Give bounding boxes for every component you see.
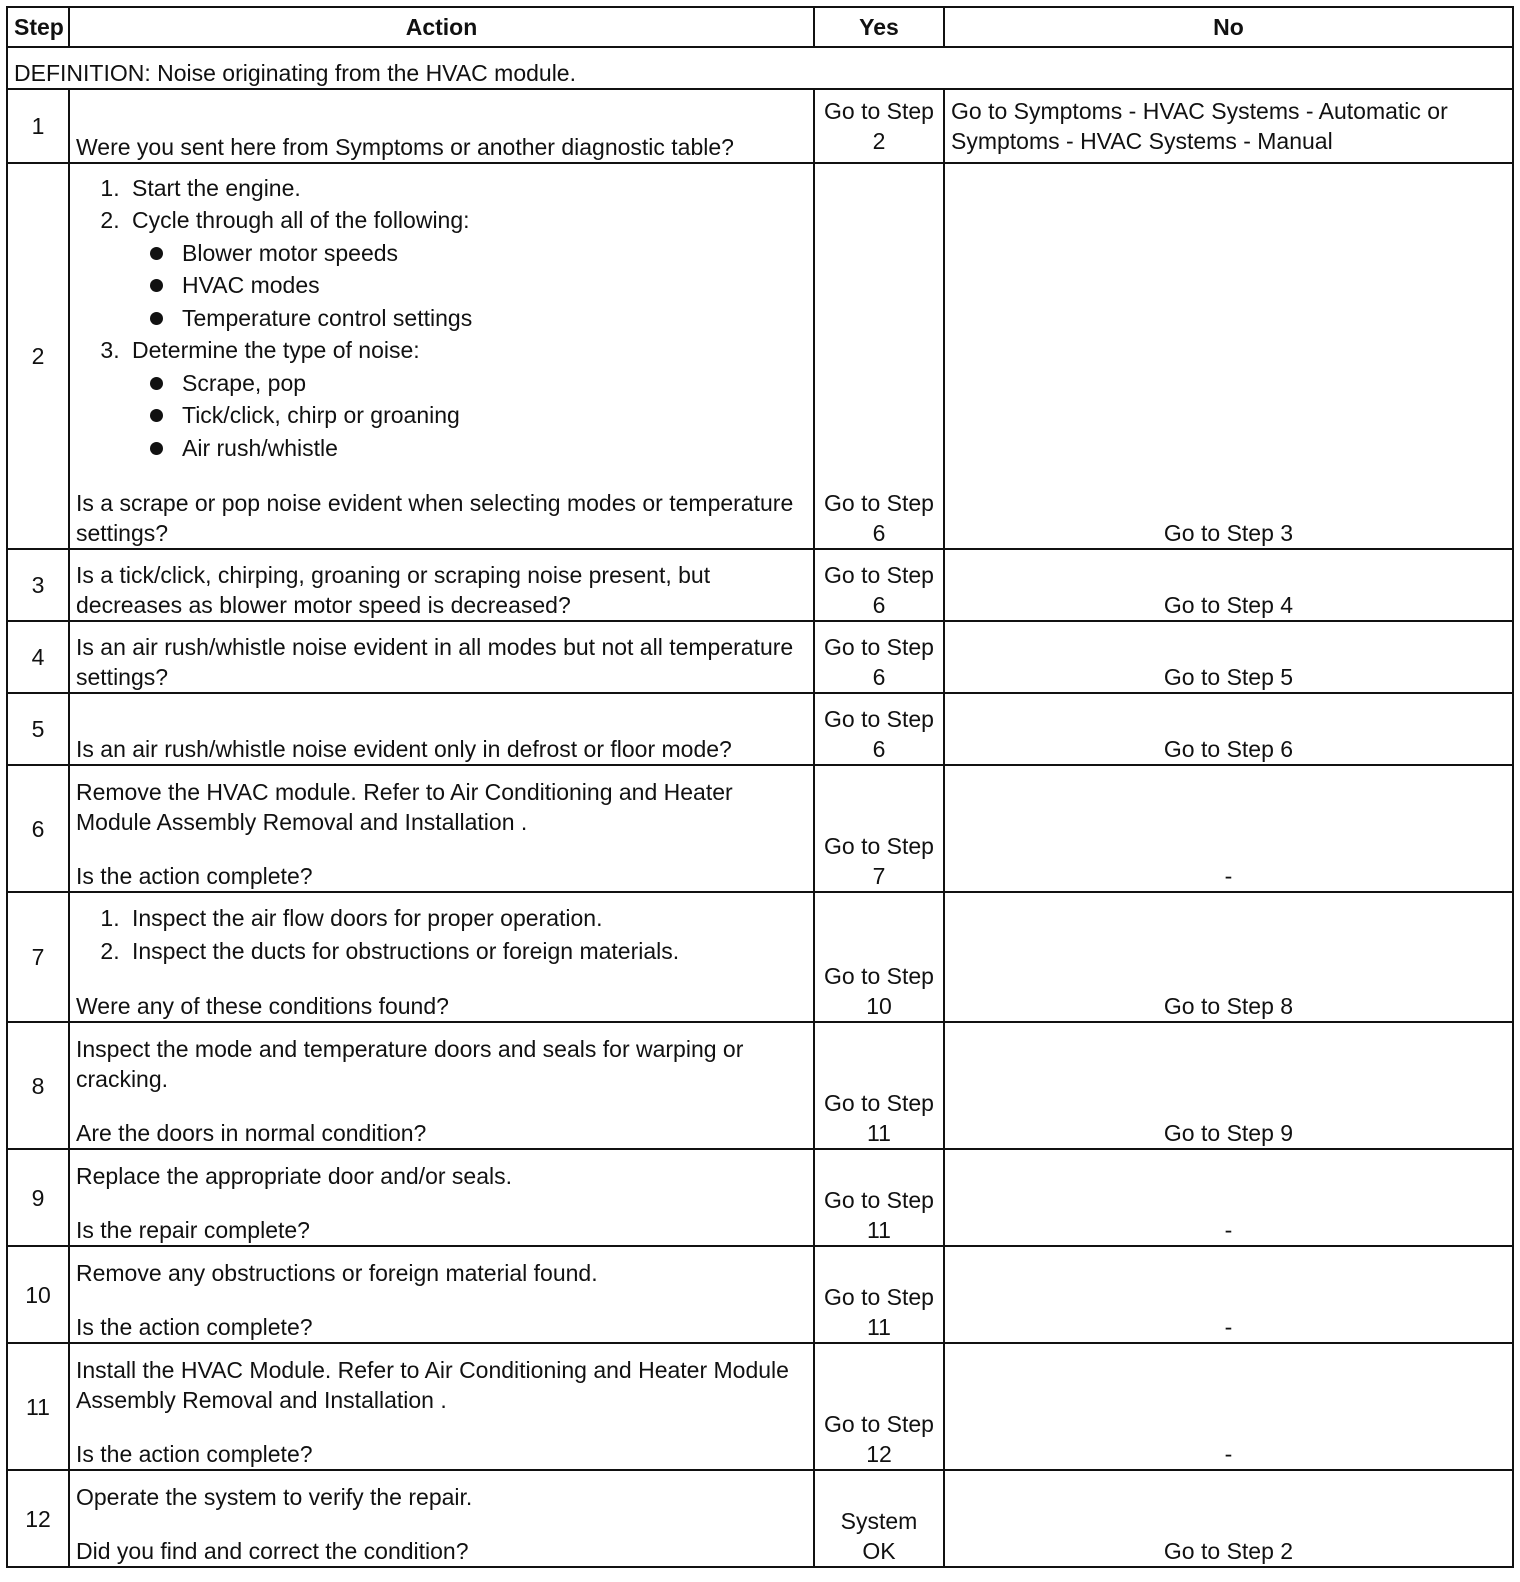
step-number: 1 [7, 89, 69, 163]
header-action: Action [69, 7, 814, 47]
yes-cell: Go to Step 11 [814, 1022, 944, 1149]
no-cell: Go to Step 6 [944, 693, 1513, 765]
table-row [7, 1149, 1513, 1246]
action-cell [69, 549, 814, 621]
table-row [7, 89, 1513, 163]
step-number: 9 [7, 1149, 69, 1246]
question-text: Are the doors in normal condition? [76, 1120, 427, 1146]
bullet-item: Tick/click, chirp or groaning [176, 399, 807, 432]
action-cell [69, 89, 814, 163]
yes-cell: Go to Step 6 [814, 621, 944, 693]
bullet-item: Temperature control settings [176, 302, 807, 335]
action-cell [69, 1246, 814, 1343]
question-text: Were any of these conditions found? [76, 993, 449, 1019]
yes-cell: Go to Step 6 [814, 163, 944, 549]
step-number: 11 [7, 1343, 69, 1470]
table-row [7, 1246, 1513, 1343]
question-text: Were you sent here from Symptoms or another diagnostic table? [76, 134, 734, 160]
step-number: 6 [7, 765, 69, 892]
procedure-item [126, 334, 807, 464]
procedure-item [126, 204, 807, 334]
action-cell [69, 1343, 814, 1470]
action-text: Remove the HVAC module. Refer to Air Conditioning and Heater Module Assembly Removal and Installation . [76, 779, 733, 835]
definition-row [7, 47, 1513, 89]
step-number: 2 [7, 163, 69, 549]
bullet-list [132, 237, 807, 335]
table-row [7, 549, 1513, 621]
no-cell: - [944, 765, 1513, 892]
step-number: 12 [7, 1470, 69, 1567]
procedure-item: 2. Inspect the ducts for obstructions or foreign materials. [126, 935, 807, 968]
action-text: Replace the appropriate door and/or seals. [76, 1163, 513, 1189]
yes-cell: Go to Step 11 [814, 1246, 944, 1343]
procedure-list [76, 172, 807, 465]
header-row [7, 7, 1513, 47]
table-row [7, 1022, 1513, 1149]
yes-cell: Go to Step 6 [814, 693, 944, 765]
action-cell [69, 1149, 814, 1246]
action-cell [69, 1470, 814, 1567]
step-number: 5 [7, 693, 69, 765]
no-cell: Go to Step 8 [944, 892, 1513, 1022]
header-step: Step [7, 7, 69, 47]
yes-cell: Go to Step 7 [814, 765, 944, 892]
procedure-item: 1. Start the engine. [126, 172, 807, 205]
question-text: Is a tick/click, chirping, groaning or scraping noise present, but decreases as blower motor speed is decreased? [76, 562, 711, 618]
no-cell: - [944, 1246, 1513, 1343]
definition-text: DEFINITION: Noise originating from the HVAC module. [7, 47, 1513, 89]
action-text: Inspect the mode and temperature doors and seals for warping or cracking. [76, 1036, 744, 1092]
procedure-item-text: Determine the type of noise: [132, 337, 420, 363]
no-cell: Go to Step 4 [944, 549, 1513, 621]
header-yes: Yes [814, 7, 944, 47]
table-row [7, 1343, 1513, 1470]
action-text: Remove any obstructions or foreign material found. [76, 1260, 598, 1286]
yes-cell: Go to Step 11 [814, 1149, 944, 1246]
action-cell [69, 693, 814, 765]
action-cell [69, 163, 814, 549]
yes-cell: Go to Step 6 [814, 549, 944, 621]
question-text: Is an air rush/whistle noise evident in all modes but not all temperature settings? [76, 634, 794, 690]
yes-cell: Go to Step 10 [814, 892, 944, 1022]
action-cell [69, 765, 814, 892]
no-cell: Go to Step 2 [944, 1470, 1513, 1567]
table-row [7, 892, 1513, 1022]
step-number: 3 [7, 549, 69, 621]
step-number: 4 [7, 621, 69, 693]
question-text: Is a scrape or pop noise evident when selecting modes or temperature settings? [76, 490, 794, 546]
action-cell [69, 892, 814, 1022]
no-cell: Go to Step 9 [944, 1022, 1513, 1149]
bullet-item: Air rush/whistle [176, 432, 807, 465]
procedure-item-text: Cycle through all of the following: [132, 207, 470, 233]
action-text: Operate the system to verify the repair. [76, 1484, 473, 1510]
table-row [7, 1470, 1513, 1567]
procedure-item: 1. Inspect the air flow doors for proper operation. [126, 902, 807, 935]
table-row [7, 621, 1513, 693]
step-number: 8 [7, 1022, 69, 1149]
no-cell: Go to Step 5 [944, 621, 1513, 693]
action-text: Install the HVAC Module. Refer to Air Conditioning and Heater Module Assembly Removal and Installation . [76, 1357, 789, 1413]
no-cell: - [944, 1149, 1513, 1246]
bullet-list [132, 367, 807, 465]
diagnostic-table [6, 6, 1514, 1568]
no-cell: Go to Symptoms - HVAC Systems - Automatic or Symptoms - HVAC Systems - Manual [944, 89, 1513, 163]
yes-cell: System OK [814, 1470, 944, 1567]
yes-cell: Go to Step 12 [814, 1343, 944, 1470]
bullet-item: Scrape, pop [176, 367, 807, 400]
question-text: Is the action complete? [76, 1441, 313, 1467]
question-text: Is the action complete? [76, 863, 313, 889]
action-cell [69, 621, 814, 693]
yes-cell: Go to Step 2 [814, 89, 944, 163]
header-no: No [944, 7, 1513, 47]
no-cell: - [944, 1343, 1513, 1470]
action-cell [69, 1022, 814, 1149]
question-text: Is the repair complete? [76, 1217, 310, 1243]
bullet-item: HVAC modes [176, 269, 807, 302]
table-row [7, 163, 1513, 549]
table-row [7, 765, 1513, 892]
no-cell: Go to Step 3 [944, 163, 1513, 549]
question-text: Is the action complete? [76, 1314, 313, 1340]
bullet-item: Blower motor speeds [176, 237, 807, 270]
question-text: Is an air rush/whistle noise evident only in defrost or floor mode? [76, 736, 732, 762]
question-text: Did you find and correct the condition? [76, 1538, 469, 1564]
step-number: 10 [7, 1246, 69, 1343]
procedure-list [76, 902, 807, 967]
table-row [7, 693, 1513, 765]
step-number: 7 [7, 892, 69, 1022]
